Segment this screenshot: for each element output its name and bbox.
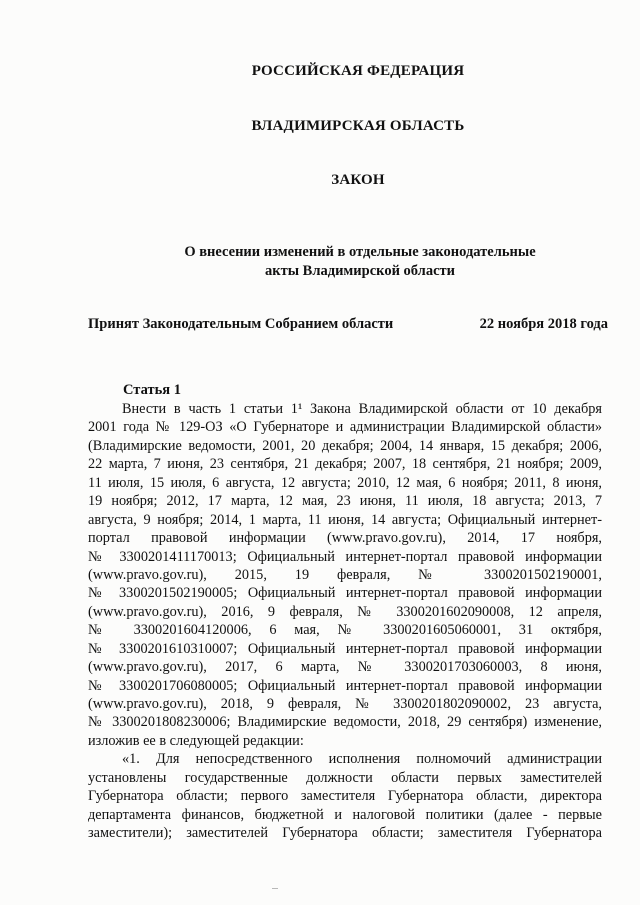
body-line: № 3300201808230006; Владимирские ведомости, 2018, 29 сентября) изменение, <box>88 714 602 731</box>
scan-mark <box>272 888 278 889</box>
body-line: 11 июля, 15 июля, 6 августа, 12 августа; 2010, 12 мая, 6 ноября; 2011, 8 июня, <box>88 474 602 491</box>
body-line: № 3300201610310007; Официальный интернет-портал правовой информации <box>88 640 602 657</box>
document-type-heading: ЗАКОН <box>331 172 385 188</box>
body-line: 19 ноября; 2012, 17 марта, 12 мая, 23 июня, 11 июля, 18 августа; 2013, 7 <box>88 493 602 510</box>
article-title: Статья 1 <box>123 382 181 398</box>
body-line: департамента финансов, бюджетной и налоговой политики (далее - первые <box>88 806 602 823</box>
adoption-date: 22 ноября 2018 года <box>479 316 608 332</box>
article-body <box>88 400 602 843</box>
body-line: № 3300201411170013; Официальный интернет-портал правовой информации <box>88 548 602 565</box>
law-title-line: О внесении изменений в отдельные законодательные <box>184 244 536 260</box>
region-heading: ВЛАДИМИРСКАЯ ОБЛАСТЬ <box>251 118 465 134</box>
body-line: Губернатора области; первого заместителя Губернатора области, директора <box>88 788 602 805</box>
body-line: изложив ее в следующей редакции: <box>88 732 304 749</box>
body-line: № 3300201502190005; Официальный интернет-портал правовой информации <box>88 585 602 602</box>
body-line: (www.pravo.gov.ru), 2015, 19 февраля, № 3300201502190001, <box>88 566 602 583</box>
law-title <box>140 243 580 281</box>
body-line: августа, 9 ноября; 2014, 1 марта, 11 июня, 14 августа; Официальный интернет- <box>88 511 602 528</box>
body-line: (Владимирские ведомости, 2001, 20 декабря; 2004, 14 января, 15 декабря; 2006, <box>88 437 602 454</box>
body-line: (www.pravo.gov.ru), 2018, 9 февраля, № 3300201802090002, 23 августа, <box>88 696 602 712</box>
body-line: «1. Для непосредственного исполнения полномочий администрации <box>122 751 602 768</box>
body-line: Внести в часть 1 статьи 1¹ Закона Владимирской области от 10 декабря <box>122 401 602 417</box>
body-line: (www.pravo.gov.ru), 2016, 9 февраля, № 3300201602090008, 12 апреля, <box>88 603 602 620</box>
body-line: 22 марта, 7 июня, 23 сентября, 21 декабря; 2007, 18 сентября, 21 ноября; 2009, <box>88 456 602 473</box>
body-line: заместители); заместителей Губернатора области; заместителя Губернатора <box>88 825 602 842</box>
body-line: установлены государственные должности области первых заместителей <box>88 769 602 786</box>
body-line: (www.pravo.gov.ru), 2017, 6 марта, № 3300201703060003, 8 июня, <box>88 659 602 676</box>
country-heading: РОССИЙСКАЯ ФЕДЕРАЦИЯ <box>251 63 465 79</box>
body-line: № 3300201706080005; Официальный интернет-портал правовой информации <box>88 677 602 694</box>
body-line: 2001 года № 129-ОЗ «О Губернаторе и администрации Владимирской области» <box>88 419 602 436</box>
body-line: портал правовой информации (www.pravo.gov.ru), 2014, 17 ноября, <box>88 530 602 547</box>
law-title-line: акты Владимирской области <box>265 263 455 279</box>
body-line: № 3300201604120006, 6 мая, № 3300201605060001, 31 октября, <box>88 622 602 639</box>
adopted-by: Принят Законодательным Собранием области <box>88 316 394 332</box>
